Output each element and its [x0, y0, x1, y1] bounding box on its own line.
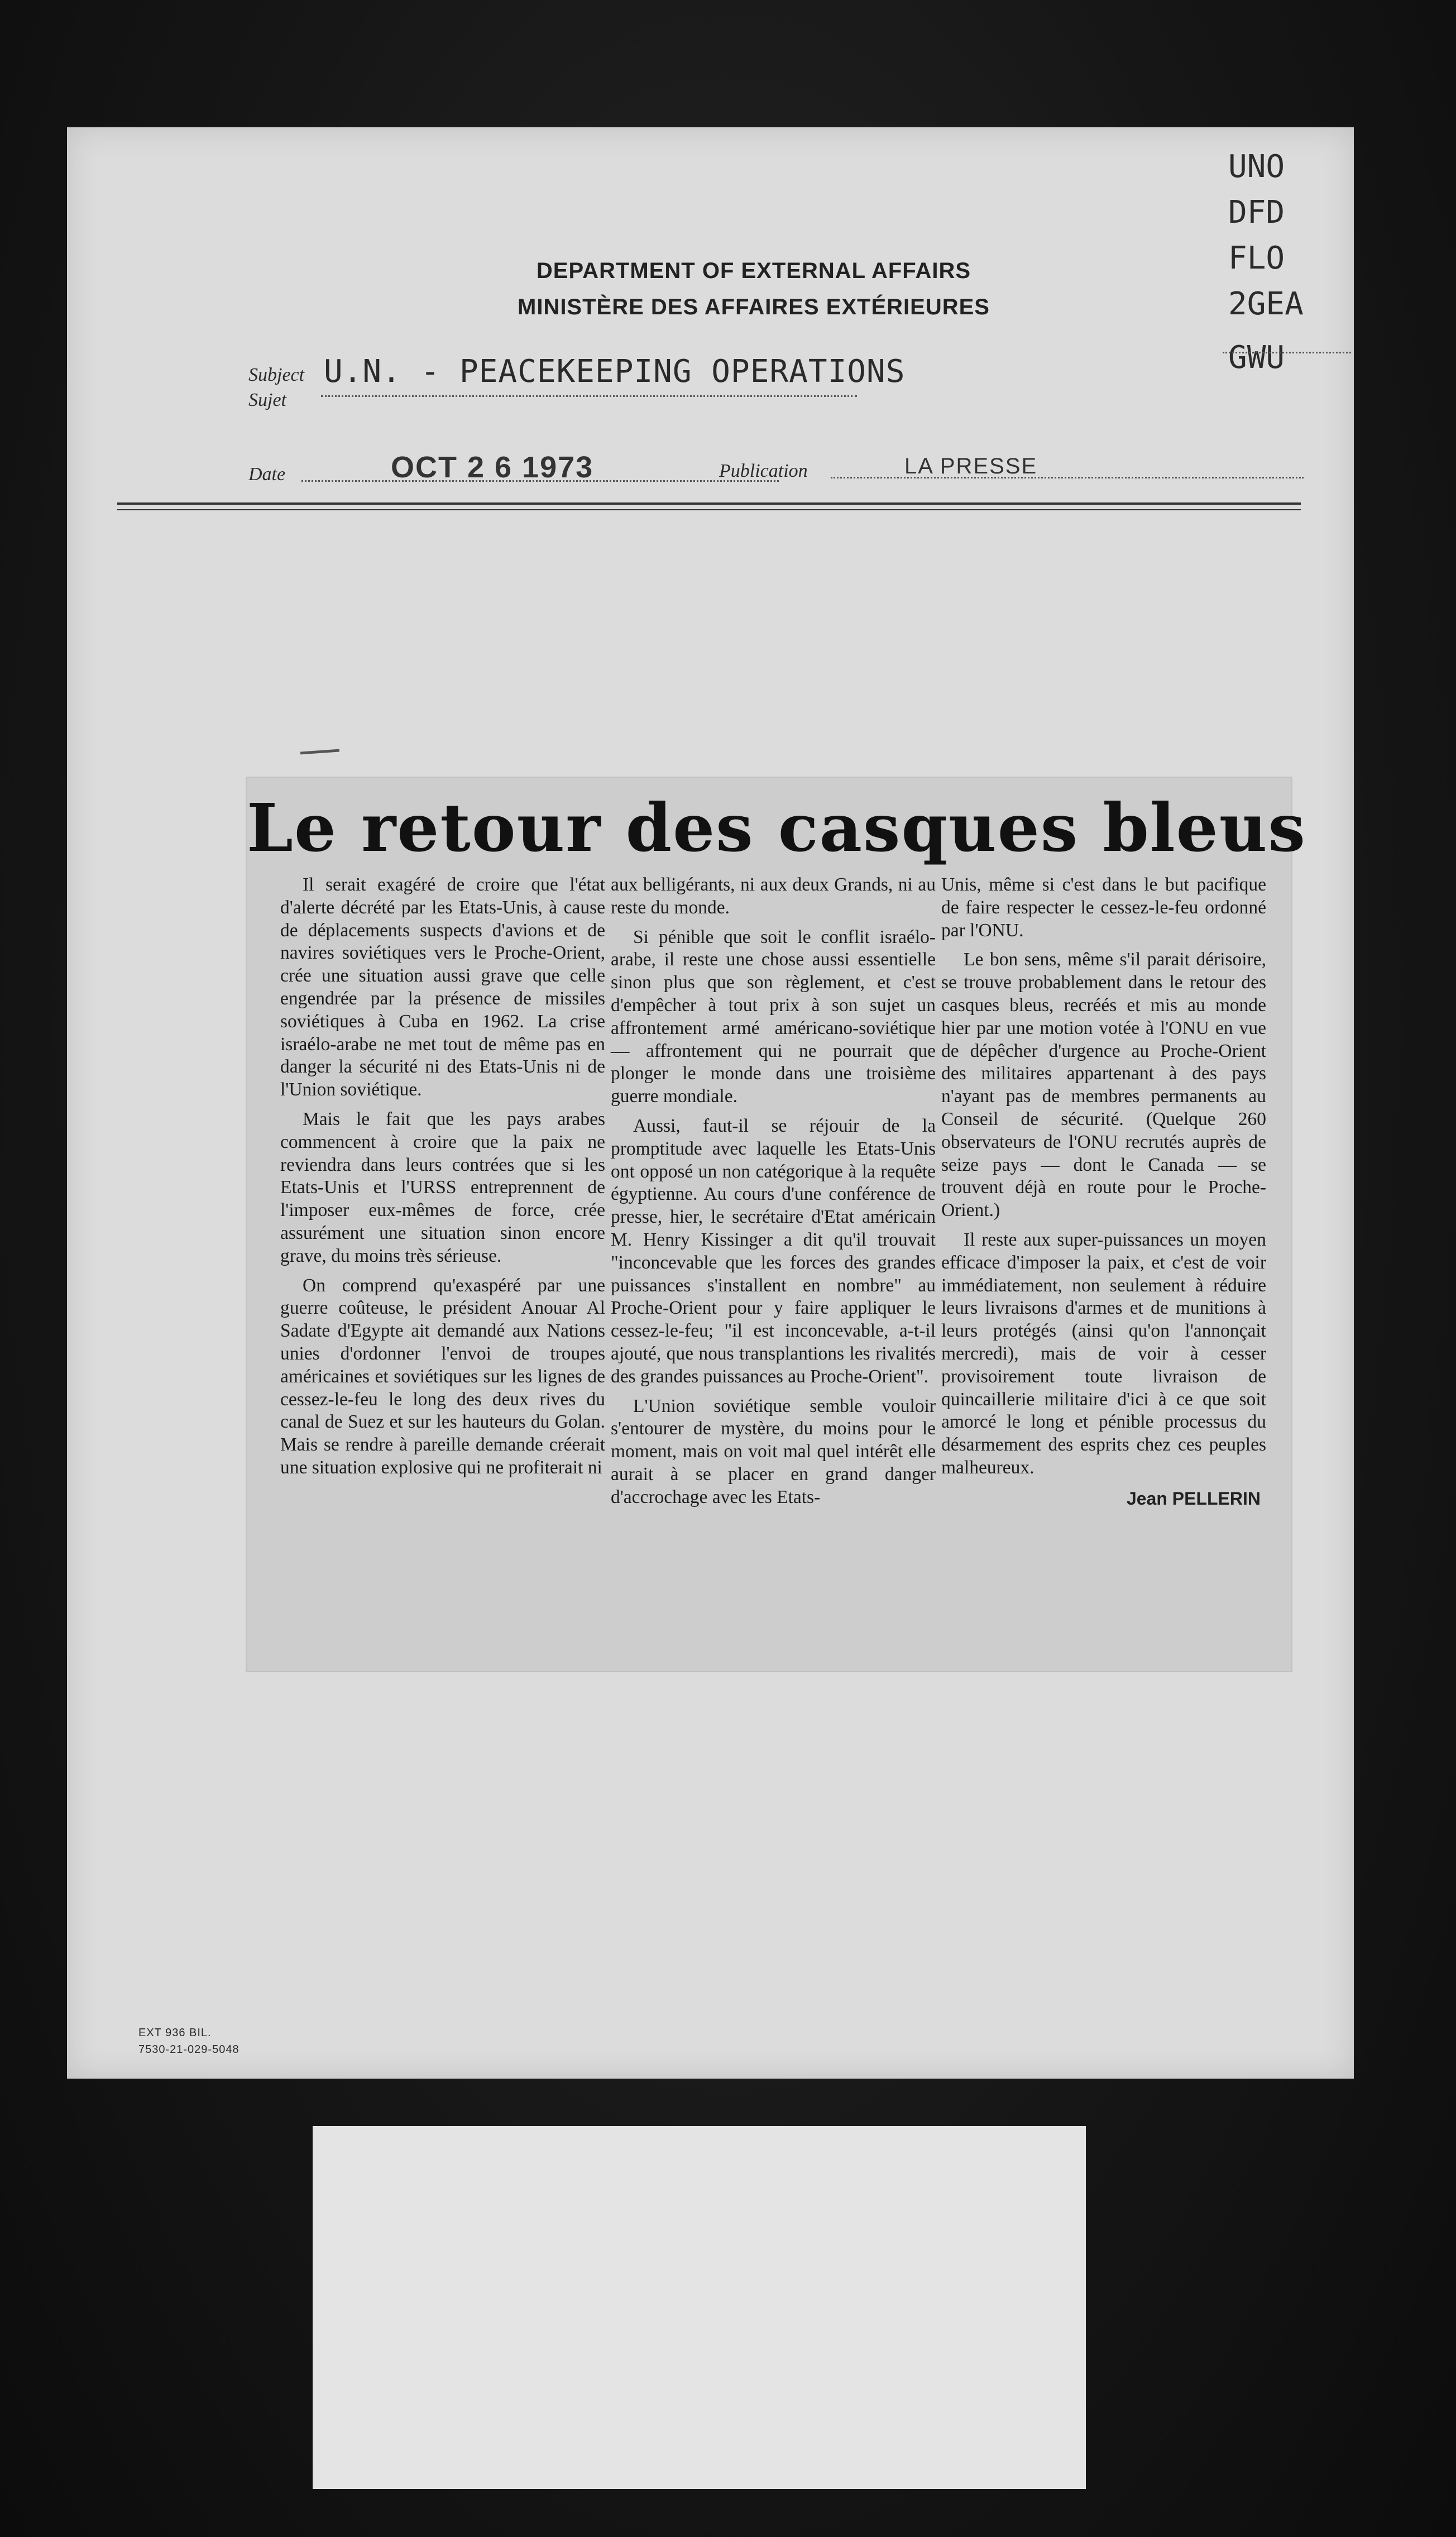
article-paragraph: Si pénible que soit le conflit israélo-arabe, il reste une chose aussi essentielle sinon plus que son règlement, et c'est d'empêcher à tout prix à son sujet un affrontement armé américano-soviétique — affrontement qui ne pourrait que plonger le monde dans une troisième guerre mondiale.: [611, 926, 936, 1107]
header-rule-bottom: [117, 509, 1301, 510]
blank-paper-slip: [313, 2126, 1086, 2489]
article-headline: Le retour des casques bleus: [247, 789, 1306, 867]
department-title-en: DEPARTMENT OF EXTERNAL AFFAIRS: [536, 259, 971, 283]
article-paragraph: Mais le fait que les pays arabes commencent à croire que la paix ne reviendra dans leurs contrées que si les Etats-Unis et l'URSS entreprennent de l'imposer eux-mêmes de force, crée assurément une situation sinon encore grave, du moins très sérieuse.: [280, 1108, 605, 1266]
form-code-2: 7530-21-029-5048: [138, 2043, 240, 2056]
routing-marks: [1228, 144, 1340, 381]
article-paragraph: Aussi, faut-il se réjouir de la promptitude avec laquelle les Etats-Unis ont opposé un non catégorique à la requête égyptienne. Au cours d'une conférence de presse, hier, le secrétaire d'Etat américain M. Henry Kissinger a dit qu'il trouvait "inconcevable que les forces des grandes puissances s'installent en nombre" au Proche-Orient pour y faire appliquer le cessez-le-feu; "il est inconcevable, a-t-il ajouté, que nous transplantions les rivalités des grandes puissances au Proche-Orient".: [611, 1115, 936, 1387]
article-paragraph: Le bon sens, même s'il parait dérisoire, se trouve probablement dans le retour des casques bleus, recréés et mis au monde hier par une motion votée à l'ONU en vue de dépêcher d'urgence au Proche-Orient des militaires appartenant à des pays n'ayant pas de membres permanents au Conseil de sécurité. (Quelque 260 observateurs de l'ONU recrutés auprès de seize pays — dont le Canada — se trouvent déjà en route pour le Proche-Orient.): [941, 949, 1266, 1221]
pencil-mark: [300, 749, 339, 755]
article-column-2: [611, 874, 936, 1516]
subject-value: U.N. - PEACEKEEPING OPERATIONS: [324, 353, 906, 390]
article-byline: Jean PELLERIN: [1126, 1488, 1261, 1509]
routing-mark: UNO: [1228, 149, 1285, 185]
date-stamp: OCT 2 6 1973: [391, 451, 594, 484]
header-rule-top: [117, 502, 1301, 505]
subject-label-fr: Sujet: [248, 390, 286, 410]
publication-stamp: LA PRESSE: [904, 454, 1038, 478]
article-column-1: [280, 874, 605, 1486]
clipping-form-sheet: [67, 127, 1354, 2079]
routing-mark: FLO: [1228, 240, 1285, 276]
article-paragraph: L'Union soviétique semble vouloir s'entourer de mystère, du moins pour le moment, mais on voit mal quel intérêt elle aurait à se placer en grand danger d'accrochage avec les Etats-: [611, 1395, 936, 1507]
article-paragraph: aux belligérants, ni aux deux Grands, ni au reste du monde.: [611, 874, 936, 918]
subject-line: [321, 395, 857, 397]
routing-mark: 2GEA: [1228, 286, 1304, 322]
routing-mark: GWU: [1228, 339, 1285, 376]
date-label: Date: [248, 464, 286, 485]
article-paragraph: On comprend qu'exaspéré par une guerre coûteuse, le président Anouar Al Sadate d'Egypte ait demandé aux Nations unies d'ordonner l'envoi de troupes américaines et soviétiques sur les lignes de cessez-le-feu le long des deux rives du canal de Suez et sur les hauteurs du Golan. Mais se rendre à pareille demande créerait une situation explosive qui ne profiterait ni: [280, 1275, 605, 1478]
article-paragraph: Unis, même si c'est dans le but pacifique de faire respecter le cessez-le-feu ordonné par l'ONU.: [941, 874, 1266, 941]
form-code-1: EXT 936 BIL.: [138, 2027, 212, 2039]
department-title-fr: MINISTÈRE DES AFFAIRES EXTÉRIEURES: [518, 295, 990, 319]
article-column-3: [941, 874, 1266, 1510]
routing-mark: DFD: [1228, 194, 1285, 231]
article-paragraph: Il reste aux super-puissances un moyen efficace d'imposer la paix, et c'est de voir immédiatement, non seulement à réduire leurs livraisons d'armes et de munitions à leurs protégés (ainsi qu'on l'annonçait mercredi), mais de voir à cesser provisoirement toute livraison de quincaillerie militaire d'ici à ce que soit amorcé le long et pénible processus du désarmement des esprits chez ces peuples malheureux.: [941, 1229, 1266, 1478]
article-paragraph: Il serait exagéré de croire que l'état d'alerte décrété par les Etats-Unis, à cause de déplacements suspects d'avions et de navires soviétiques vers le Proche-Orient, crée une situation aussi grave que celle engendrée par la présence de missiles soviétiques à Cuba en 1962. La crise israélo-arabe ne met tout de même pas en danger la sécurité ni des Etats-Unis ni de l'Union soviétique.: [280, 874, 605, 1100]
newspaper-clipping: [247, 778, 1306, 1671]
publication-line: [831, 477, 1304, 478]
subject-label-en: Subject: [248, 365, 305, 385]
publication-label: Publication: [719, 461, 808, 481]
routing-divider: [1223, 352, 1351, 353]
